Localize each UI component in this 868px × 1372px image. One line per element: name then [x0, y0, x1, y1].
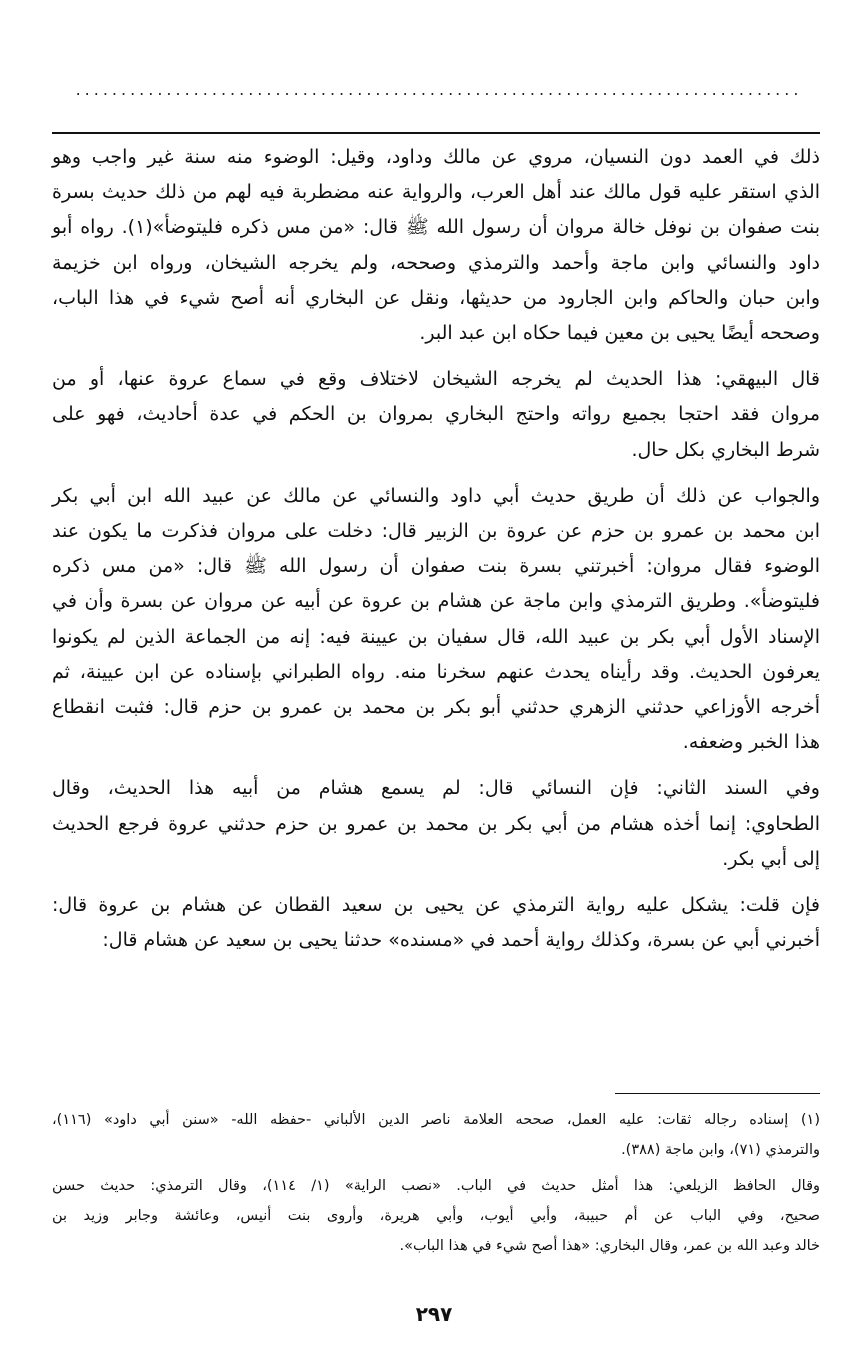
text-line: شرط البخاري بكل حال.: [631, 438, 820, 461]
footnote-line: صحيح، وفي الباب عن أم حبيبة، وأبي أيوب، وأبي هريرة، وأروى بنت أنيس، وعائشة وجابر وزيد بن: [52, 1208, 820, 1224]
text-line: الذي استقر عليه قول مالك عند أهل العرب، والرواية عنه مضطربة فيه لهم من ذلك حديث بسرة: [52, 181, 820, 204]
footnotes: [52, 1105, 820, 1267]
page-number: ٢٩٧: [415, 1302, 453, 1326]
text-line: مروان فقد احتجا بجميع رواته واحتج البخاري بمروان بن الحكم في عدة أحاديث، فهو على: [52, 403, 820, 426]
text-line: بنت صفوان بن نوفل خالة مروان أن رسول الله ﷺ قال: «من مس ذكره فليتوضأ»(١). رواه أبو: [52, 216, 820, 239]
footnote: [52, 1171, 820, 1261]
text-line: فإن قلت: يشكل عليه رواية الترمذي عن يحيى بن سعيد القطان عن هشام بن عروة قال:: [52, 894, 820, 917]
text-line: ذلك في العمد دون النسيان، مروي عن مالك وداود، وقيل: الوضوء منه سنة غير واجب وهو: [52, 146, 820, 168]
footnote-line: والترمذي (٧١)، وابن ماجة (٣٨٨).: [621, 1142, 820, 1158]
text-line: فليتوضأ». وطريق الترمذي وابن ماجة عن هشام بن عروة عن أبيه عن مروان عن بسرة وأن في: [52, 590, 820, 613]
text-line: هذا الخبر وضعفه.: [682, 731, 820, 754]
footnote-separator: [615, 1093, 820, 1094]
text-line: يعرفون الحديث. وقد رأيناه يحدث عنهم سخرنا منه. رواه الطبراني بإسناده عن ابن عيينة، ثم: [52, 660, 820, 683]
paragraph: [52, 888, 820, 958]
text-line: إلى أبي بكر.: [722, 847, 820, 870]
header-dotted-line: ................................................................................: [75, 80, 803, 99]
footnote: [52, 1105, 820, 1165]
text-line: وابن حبان والحاكم وابن الجارود من حديثها، ونقل عن البخاري أنه أصح شيء في هذا الباب،: [52, 286, 820, 309]
footnote-line: (١) إسناده رجاله ثقات: عليه العمل، صححه العلامة ناصر الدين الألباني -حفظه الله- «سنن أبي داود» (١١٦)،: [52, 1112, 820, 1128]
text-line: أخرجه الأوزاعي حدثني الزهري حدثني أبو بكر بن محمد بن عمرو بن حزم قال: فثبت انقطاع: [52, 696, 820, 719]
text-line: ابن محمد بن عمرو بن حزم عن عروة بن الزبير قال: دخلت على مروان فذكرت ما يكون عند: [52, 520, 820, 543]
text-line: قال البيهقي: هذا الحديث لم يخرجه الشيخان لاختلاف وقع في سماع عروة عنها، أو من: [52, 368, 820, 391]
main-text: [52, 140, 820, 969]
paragraph: [52, 362, 820, 468]
paragraph: [52, 771, 820, 877]
paragraph: [52, 479, 820, 761]
text-line: والجواب عن ذلك أن طريق حديث أبي داود والنسائي عن مالك عن عبيد الله ابن أبي بكر: [52, 484, 820, 507]
text-line: الإسناد الأول أبي بكر بن عبيد الله، قال سفيان بن عيينة فيه: إنه من الجماعة الذين لم يكونوا: [52, 625, 820, 648]
text-line: وصححه أيضًا يحيى بن معين فيما حكاه ابن عبد البر.: [419, 322, 820, 345]
text-line: أخبرني أبي عن بسرة، وكذلك رواية أحمد في «مسنده» حدثنا يحيى بن سعيد عن هشام قال:: [102, 929, 820, 952]
text-line: داود والنسائي وابن ماجة وأحمد والترمذي وصححه، ولم يخرجه الشيخان، ورواه ابن خزيمة: [52, 251, 820, 274]
text-line: الوضوء فقال مروان: أخبرتني بسرة بنت صفوان أن رسول الله ﷺ قال: «من مس ذكره: [52, 555, 820, 578]
text-line: وفي السند الثاني: فإن النسائي قال: لم يسمع هشام من أبيه هذا الحديث، وقال: [52, 777, 820, 800]
header-rule: [52, 132, 820, 134]
paragraph: [52, 140, 820, 351]
footnote-line: خالد وعبد الله بن عمر، وقال البخاري: «هذا أصح شيء في هذا الباب».: [399, 1238, 820, 1254]
footnote-line: وقال الحافظ الزيلعي: هذا أمثل حديث في الباب. «نصب الراية» (١/ ١١٤)، وقال الترمذي: حديث حسن: [52, 1178, 821, 1194]
text-line: الطحاوي: إنما أخذه هشام من أبي بكر بن محمد بن عمرو بن حزم حدثني عروة فرجع الحديث: [52, 812, 820, 835]
